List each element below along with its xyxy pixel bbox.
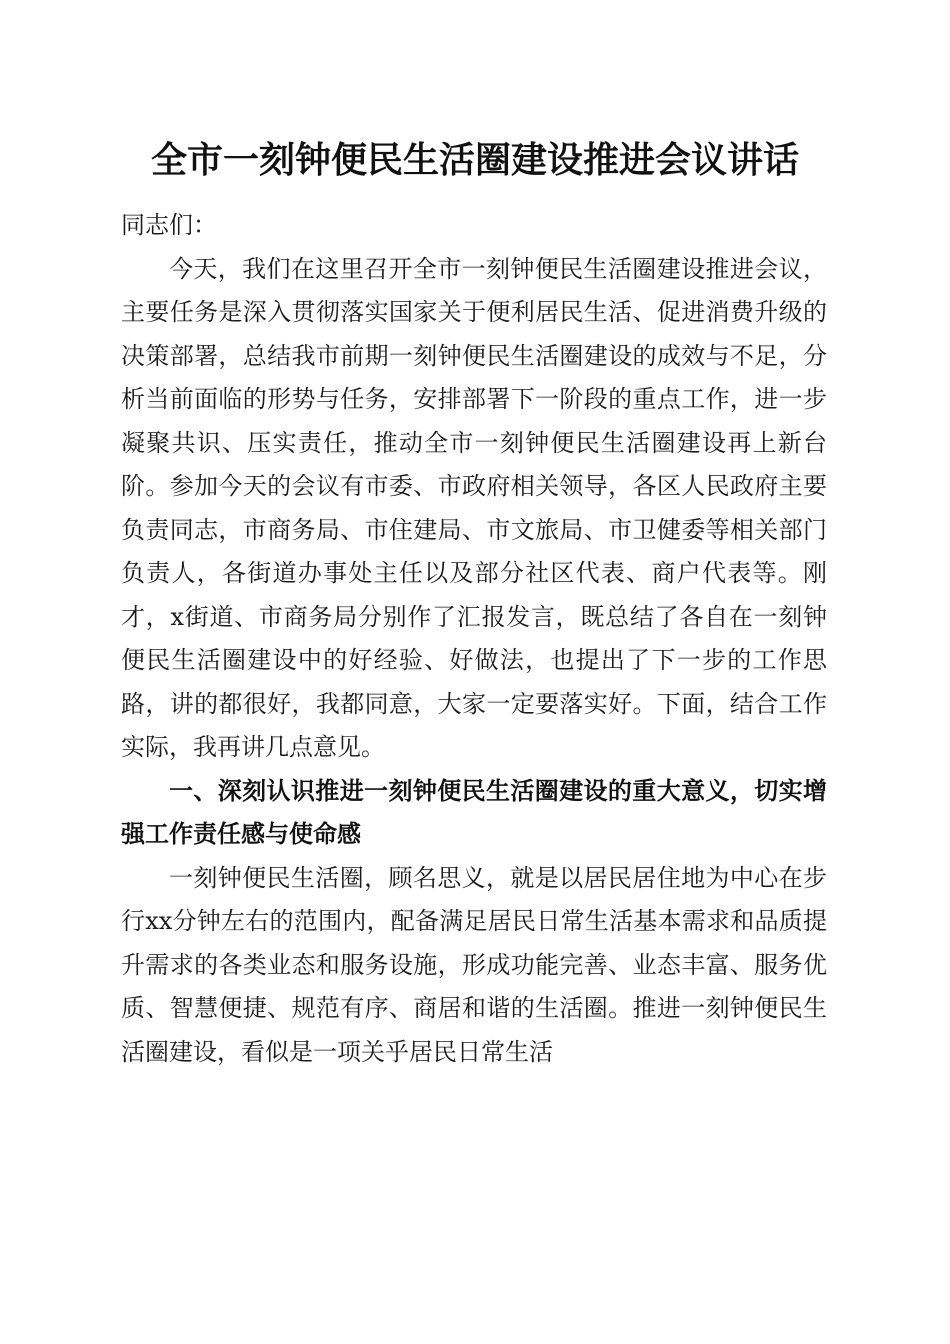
- section-paragraph: 一刻钟便民生活圈，顾名思义，就是以居民居住地为中心在步行xx分钟左右的范围内，配备满足居民日常生活基本需求和品质提升需求的各类业态和服务设施，形成功能完善、业态丰富、服务优质、智慧便捷、规范有序、商居和谐的生活圈。推进一刻钟便民生活圈建设，看似是一项关乎居民日常生活: [121, 863, 827, 1066]
- intro-paragraph: 今天，我们在这里召开全市一刻钟便民生活圈建设推进会议，主要任务是深入贯彻落实国家关于便利居民生活、促进消费升级的决策部署，总结我市前期一刻钟便民生活圈建设的成效与不足，分析当前面临的形势与任务，安排部署下一阶段的重点工作，进一步凝聚共识、压实责任，推动全市一刻钟便民生活圈建设再上新台阶。参加今天的会议有市委、市政府相关领导，各区人民政府主要负责同志，市商务局、市住建局、市文旅局、市卫健委等相关部门负责人，各街道办事处主任以及部分社区代表、商户代表等。刚才，x街道、市商务局分别作了汇报发言，既总结了各自在一刻钟便民生活圈建设中的好经验、好做法，也提出了下一步的工作思路，讲的都很好，我都同意，大家一定要落实好。下面，结合工作实际，我再讲几点意见。: [121, 254, 827, 761]
- document-title: 全市一刻钟便民生活圈建设推进会议讲话: [150, 139, 799, 181]
- salutation: 同志们：: [121, 211, 217, 239]
- document-body: [121, 204, 827, 1074]
- section-heading: 一、深刻认识推进一刻钟便民生活圈建设的重大意义，切实增强工作责任感与使命感: [121, 776, 827, 848]
